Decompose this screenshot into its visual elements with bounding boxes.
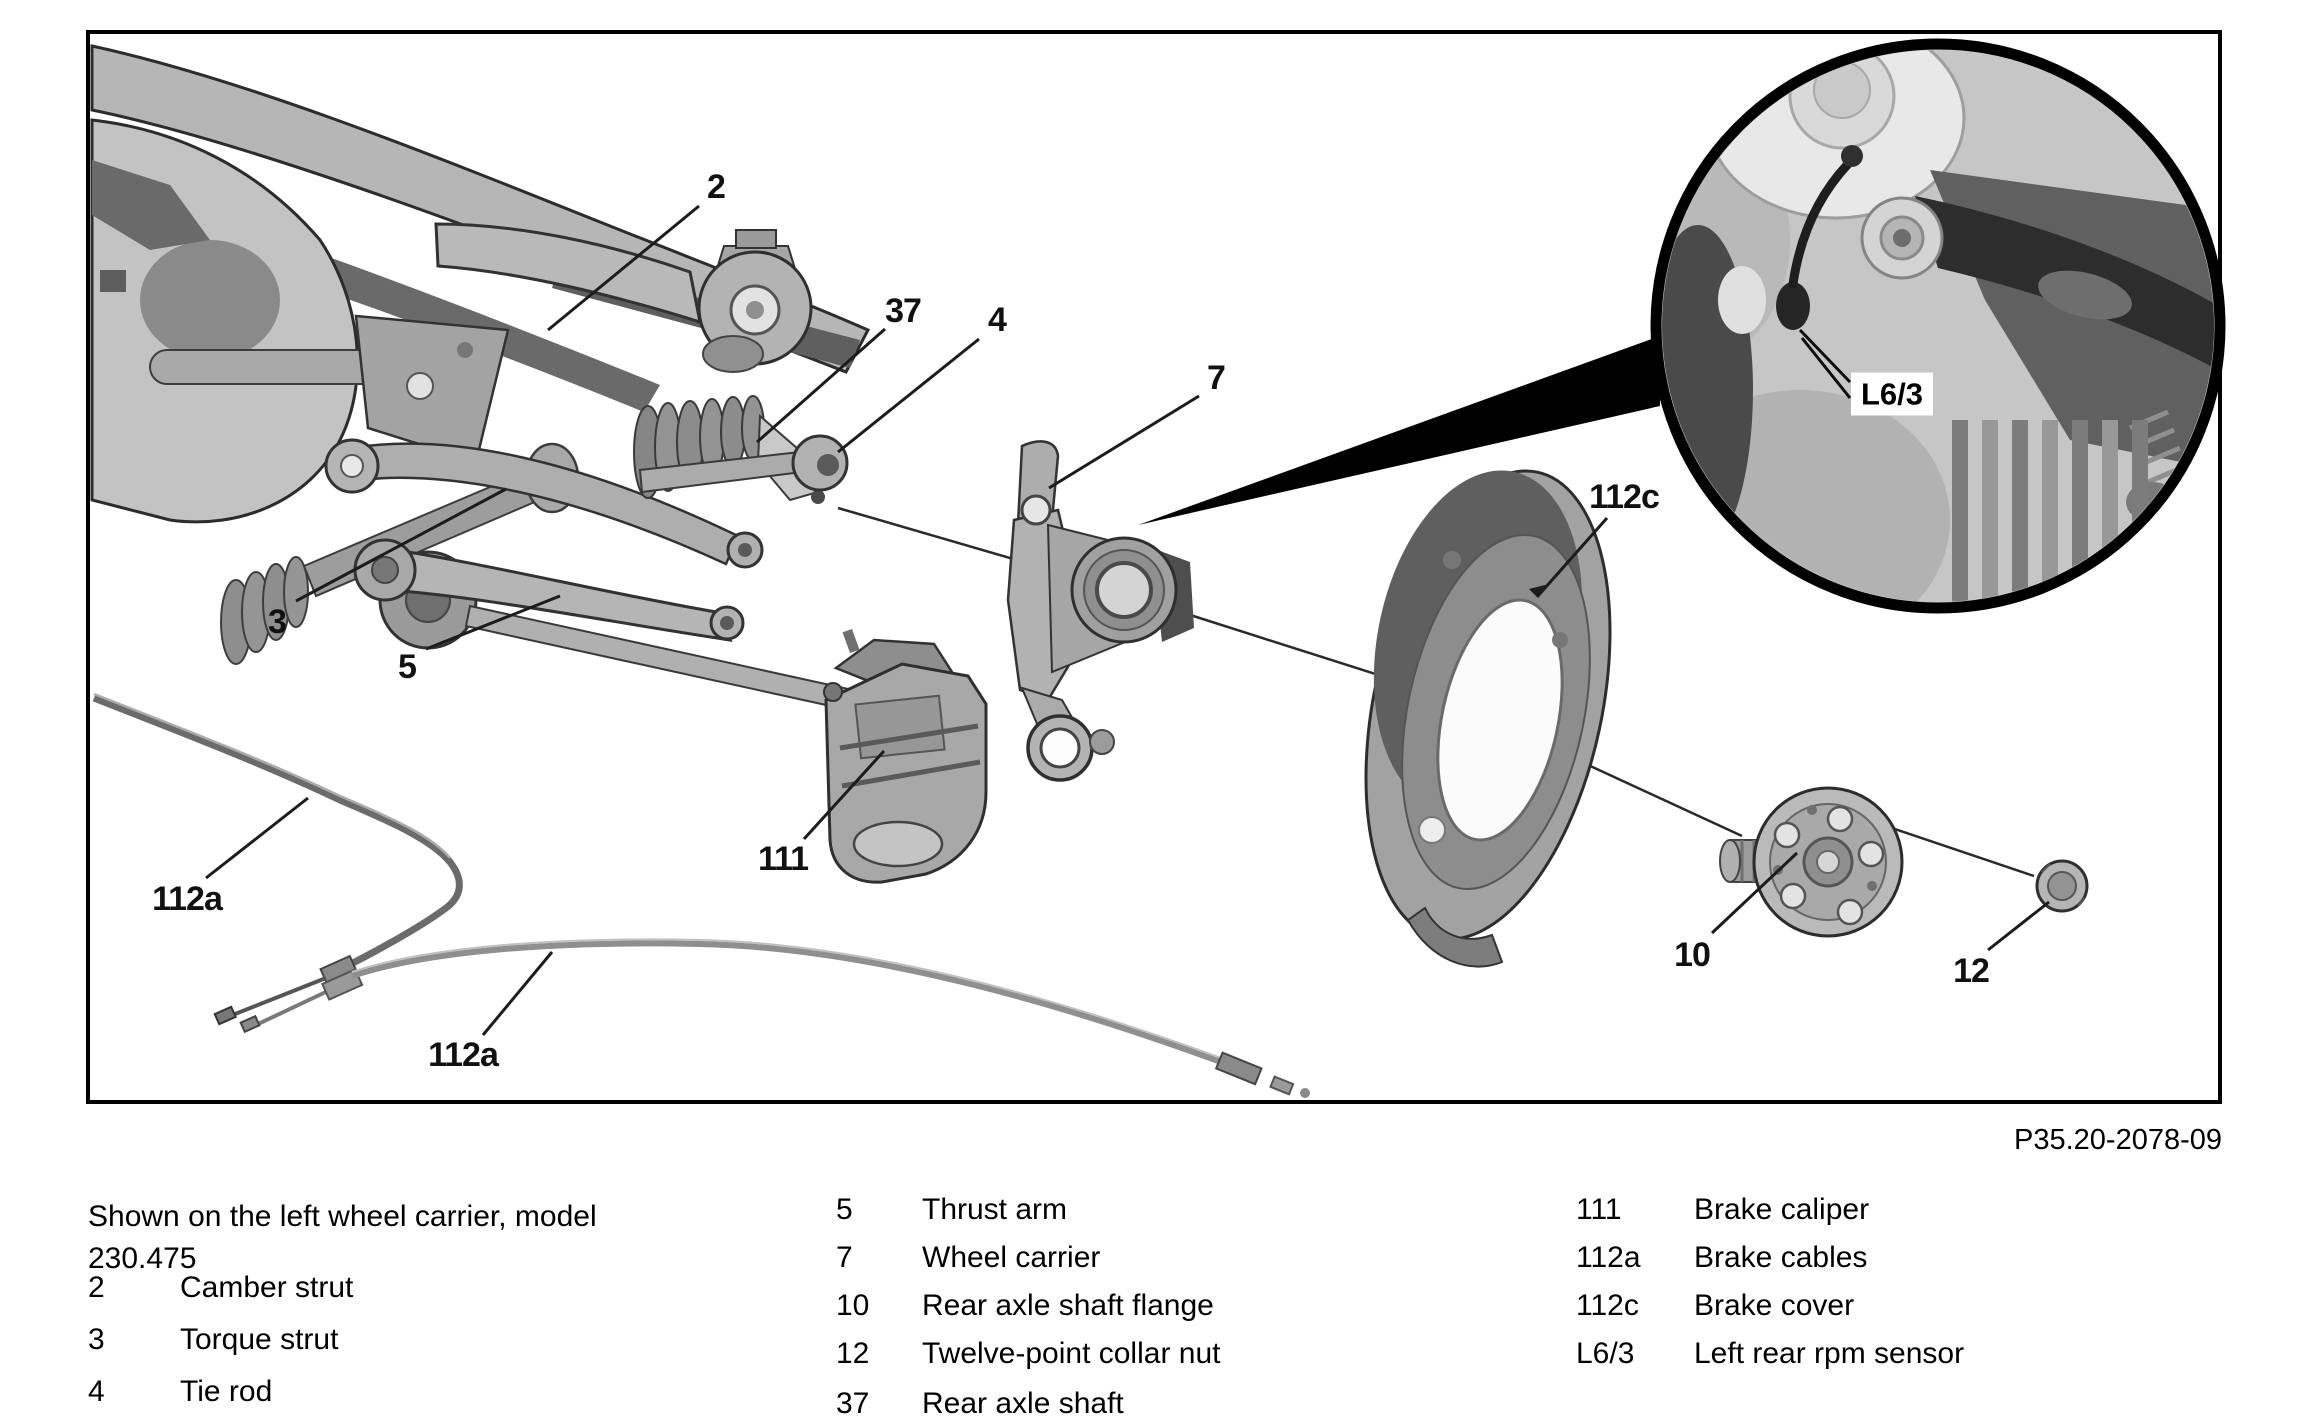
legend-value: Tie rod	[180, 1375, 273, 1408]
figure-note-line2: 230.475	[88, 1242, 197, 1275]
legend-key: 12	[836, 1337, 870, 1370]
legend-value: Brake cables	[1694, 1241, 1868, 1274]
legend-key: 111	[1576, 1193, 1622, 1226]
legend-value: Brake cover	[1694, 1289, 1855, 1322]
axle-shaft-flange	[1720, 788, 1902, 936]
legend-value: Brake caliper	[1694, 1193, 1870, 1226]
legend-value: Camber strut	[180, 1271, 354, 1304]
legend-value: Wheel carrier	[922, 1241, 1101, 1274]
callout-camber-strut: 2	[707, 168, 725, 206]
wheel-carrier	[1008, 441, 1194, 780]
callout-brake-caliper: 111	[758, 840, 808, 878]
legend-value: Rear axle shaft flange	[922, 1289, 1214, 1322]
legend-value: Left rear rpm sensor	[1694, 1337, 1965, 1370]
callout-brake-cable-2: 112a	[428, 1036, 498, 1074]
brake-caliper	[824, 629, 986, 882]
legend-value: Rear axle shaft	[922, 1387, 1124, 1420]
legend-key: 2	[88, 1271, 105, 1304]
legend-value: Thrust arm	[922, 1193, 1068, 1226]
collar-nut	[2037, 861, 2087, 911]
callout-brake-cover: 112c	[1589, 478, 1659, 516]
callout-brake-cable-1: 112a	[152, 880, 222, 918]
figure-note	[88, 1196, 688, 1280]
legend-value: Twelve-point collar nut	[922, 1337, 1221, 1370]
legend-key: 3	[88, 1323, 105, 1356]
legend-key: 112c	[1576, 1289, 1639, 1322]
legend-key: 112a	[1576, 1241, 1641, 1274]
legend-key: 7	[836, 1241, 853, 1274]
callout-axle-flange: 10	[1674, 936, 1710, 974]
callout-torque-strut: 3	[268, 603, 286, 641]
callout-collar-nut: 12	[1953, 952, 1989, 990]
legend-key: L6/3	[1576, 1337, 1635, 1370]
figure-reference-code: P35.20-2078-09	[2014, 1124, 2222, 1156]
inset-sensor-tag: L6/3	[1851, 373, 1933, 416]
callout-thrust-arm: 5	[398, 648, 416, 686]
brake-cable-lower	[241, 939, 1310, 1098]
legend-key: 10	[836, 1289, 870, 1322]
legend-value: Torque strut	[180, 1323, 339, 1356]
legend-key: 37	[836, 1387, 870, 1420]
legend-key: 4	[88, 1375, 105, 1408]
inset-detail-circle	[1610, 18, 2222, 650]
callout-tie-rod: 4	[988, 301, 1006, 339]
figure-note-line1: Shown on the left wheel carrier, model	[88, 1200, 597, 1233]
callout-rear-axle-shaft: 37	[885, 292, 921, 330]
callout-wheel-carrier: 7	[1207, 359, 1225, 397]
brake-cable-upper	[94, 694, 459, 1024]
legend-key: 5	[836, 1193, 853, 1226]
rpm-sensor	[1776, 282, 1810, 330]
